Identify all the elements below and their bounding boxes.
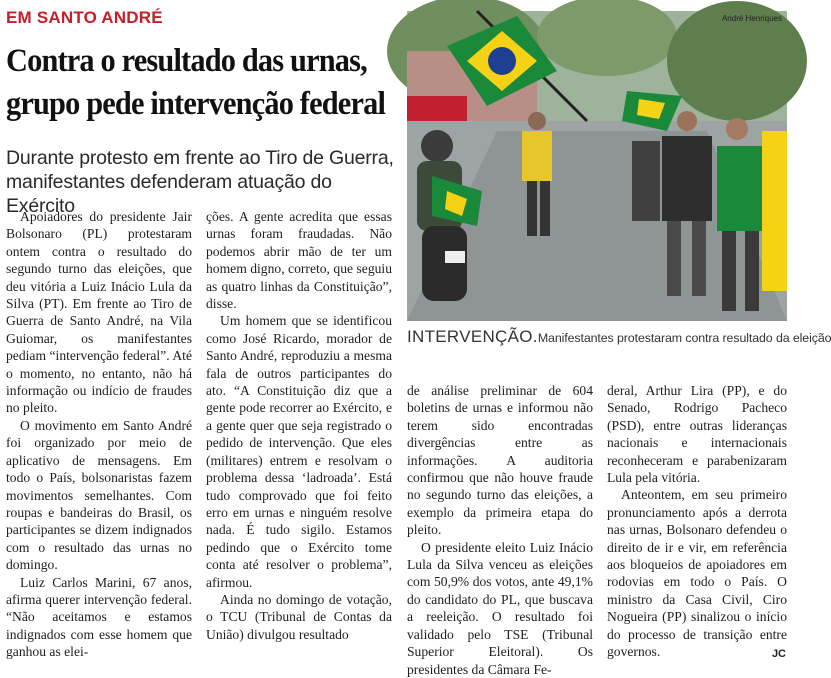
- section-label: EM SANTO ANDRÉ: [6, 8, 163, 27]
- paragraph-6-continued: deral, Arthur Lira (PP), e do Senado, Rodrigo Pacheco (PSD), entre outras lideranças nacionais e internacionais reconheceram e parabenizaram Lula pela vitória.: [607, 383, 787, 486]
- paragraph-3: Luiz Carlos Marini, 67 anos, afirma querer intervenção federal. “Não aceitamos e estamos indignados com esse homem que ganhou as elei-: [6, 574, 192, 660]
- paragraph-3-continued: ções. A gente acredita que essas urnas foram fraudadas. Não podemos abrir mão de ter um homem digno, correto, que seguiu as quatro linhas da Constituição”, disse.: [206, 209, 392, 312]
- author-initials: JC: [771, 648, 786, 660]
- article-column-3: [407, 382, 593, 678]
- subhead-line-2: manifestantes defenderam atuação do Exército: [6, 171, 332, 217]
- paragraph-6: O presidente eleito Luiz Inácio Lula da Silva venceu as eleições com 50,9% dos votos, ante 49,1% do candidato do PL, que buscava a reeleição. O resultado foi validado pelo TSE (Tribunal Superior Eleitoral). Os presidentes da Câmara Fe-: [407, 539, 593, 677]
- article-column-1: [6, 208, 192, 661]
- paragraph-2: O movimento em Santo André foi organizado por meio de aplicativo de mensagens. Em todo o País, bolsonaristas fazem movimentos semelhantes. Com roupas e bandeiras do Brasil, os participantes se dizem indignados com o resultado das urnas no domingo.: [6, 417, 192, 573]
- paragraph-1: Apoiadores do presidente Jair Bolsonaro (PL) protestaram ontem contra o resultado do segundo turno das eleições, que deu vitória a Luiz Inácio Lula da Silva (PT). Em frente ao Tiro de Guerra de Santo André, na Vila Guiomar, os manifestantes pediam “intervenção federal”. Até o momento, no entanto, não há informação ou indício de fraudes no pleito.: [6, 209, 192, 416]
- subhead-line-1: Durante protesto em frente ao Tiro de Guerra,: [6, 147, 394, 169]
- article-column-2: [206, 208, 392, 643]
- paragraph-4: Um homem que se identificou como José Ricardo, morador de Santo André, reproduziu a mesma fala de outros participantes do ato. “A Constituição diz que a gente pode recorrer ao Exército, e a gente quer que seja registrado o pedido de intervenção. Que eles (militares) entrem e resolvam o problema dessa ‘ladroada’. Está tudo comprovado que foi feito erro em urnas e ninguém resolve nada. É tudo sigilo. Estamos pedindo que o Exército tome conta até resolver o problema”, afirmou.: [206, 313, 392, 590]
- paragraph-5: Ainda no domingo de votação, o TCU (Tribunal de Contas da União) divulgou resultado: [206, 591, 392, 642]
- caption-label: INTERVENÇÃO.: [407, 327, 538, 346]
- headline-line-2: grupo pede intervenção federal: [6, 86, 386, 122]
- headline: [6, 40, 386, 126]
- caption-text: Manifestantes protestaram contra resultado da eleição: [537, 331, 831, 345]
- protest-scene-illustration: [407, 11, 787, 321]
- article-column-4: [607, 382, 787, 661]
- photo-credit: André Henriques: [721, 14, 782, 23]
- news-photo: [407, 11, 787, 321]
- photo-caption: [407, 327, 831, 347]
- paragraph-5-continued: de análise preliminar de 604 boletins de urnas e informou não terem sido encontradas divergências entre as informações. A auditoria confirmou que não houve fraude no segundo turno das eleições, a exemplo da primeira etapa do pleito.: [407, 383, 593, 538]
- paragraph-7: Anteontem, em seu primeiro pronunciamento após a derrota nas urnas, Bolsonaro defendeu o direito de ir e vir, em referência aos bloqueios de apoiadores em rodovias em todo o País. O ministro da Casa Civil, Ciro Nogueira (PP) sinalizou o início do processo de transição entre governos.: [607, 487, 787, 660]
- headline-line-1: Contra o resultado das urnas,: [6, 43, 367, 79]
